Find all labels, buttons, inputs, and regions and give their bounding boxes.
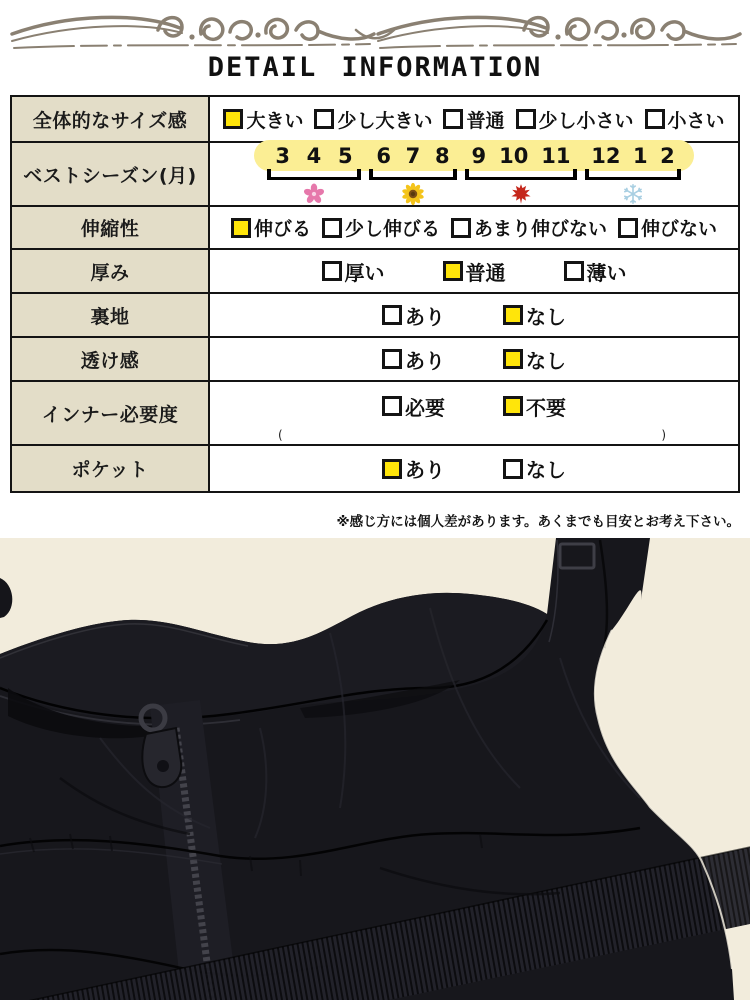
- option-item: [503, 392, 566, 421]
- table-row-lining: [12, 294, 738, 338]
- row-label-sheer: 透け感: [12, 338, 210, 380]
- month-number: 10: [499, 144, 529, 168]
- month-number: 3: [275, 144, 290, 168]
- checked-checkbox-icon: [503, 396, 523, 416]
- option-item: [382, 345, 445, 374]
- row-content-sheer: [210, 338, 738, 380]
- unchecked-checkbox-icon: [618, 218, 638, 238]
- table-row-inner: [12, 382, 738, 446]
- month-number: 4: [306, 144, 322, 168]
- unchecked-checkbox-icon: [451, 218, 471, 238]
- checked-checkbox-icon: [503, 305, 523, 325]
- option-label: 必要: [405, 395, 445, 420]
- option-item: [223, 106, 303, 133]
- row-content-stretch: [210, 207, 738, 248]
- option-label: あり: [405, 458, 445, 482]
- checked-checkbox-icon: [503, 349, 523, 369]
- row-label-size: 全体的なサイズ感: [12, 97, 210, 141]
- row-content-lining: [210, 294, 738, 336]
- month-number: 2: [660, 144, 675, 168]
- season-group-sakura: [267, 143, 361, 207]
- row-label-thickness: 厚み: [12, 250, 210, 292]
- option-label: なし: [526, 304, 566, 329]
- table-row-pocket: [12, 446, 738, 491]
- season-group-snowflake: [585, 143, 681, 207]
- option-label: なし: [526, 458, 566, 482]
- month-number: 5: [338, 144, 353, 168]
- checked-checkbox-icon: [231, 218, 251, 238]
- checked-checkbox-icon: [223, 109, 243, 129]
- checked-checkbox-icon: [443, 261, 463, 281]
- unchecked-checkbox-icon: [382, 349, 402, 369]
- option-label: 伸びない: [641, 218, 718, 240]
- row-content-thickness: [210, 250, 738, 292]
- month-number: 7: [405, 144, 421, 168]
- footnote: ※感じ方には個人差があります。あくまでも目安とお考え下さい。: [336, 514, 740, 530]
- snowflake-icon: [585, 183, 681, 207]
- decorative-flourish: [8, 4, 742, 54]
- table-row-thickness: [12, 250, 738, 294]
- option-label: 少し小さい: [538, 109, 634, 132]
- page-title: DETAIL INFORMATION: [207, 52, 543, 83]
- option-label: 小さい: [667, 109, 725, 132]
- option-item: [382, 392, 445, 421]
- season-bracket: [369, 169, 457, 180]
- option-item: [564, 257, 627, 286]
- detail-table: [10, 95, 740, 493]
- option-item: [451, 214, 607, 241]
- unchecked-checkbox-icon: [516, 109, 536, 129]
- option-label: 厚い: [344, 260, 385, 285]
- option-item: [314, 106, 432, 133]
- row-content-season: [210, 143, 738, 205]
- option-item: [382, 454, 445, 483]
- checked-checkbox-icon: [382, 459, 402, 479]
- option-item: [322, 214, 440, 241]
- unchecked-checkbox-icon: [314, 109, 334, 129]
- month-number: 6: [376, 144, 391, 168]
- option-label: あり: [405, 348, 445, 373]
- option-item: [645, 106, 725, 133]
- option-item: [382, 301, 445, 330]
- option-label: 不要: [526, 395, 566, 420]
- row-content-inner: [210, 382, 738, 444]
- unchecked-checkbox-icon: [322, 218, 342, 238]
- unchecked-checkbox-icon: [382, 305, 402, 325]
- row-label-inner: インナー必要度: [12, 382, 210, 444]
- option-label: 少し伸びる: [344, 218, 440, 240]
- row-label-stretch: 伸縮性: [12, 207, 210, 248]
- option-label: 普通: [465, 260, 506, 285]
- unchecked-checkbox-icon: [503, 459, 523, 479]
- option-label: 薄い: [586, 260, 627, 285]
- table-row-season: [12, 143, 738, 207]
- maple-icon: [465, 183, 577, 207]
- season-bracket: [465, 169, 577, 180]
- option-label: あり: [405, 304, 445, 329]
- row-label-lining: 裏地: [12, 294, 210, 336]
- month-number: 12: [591, 144, 621, 168]
- table-row-size: [12, 97, 738, 143]
- option-item: [503, 345, 566, 374]
- note-parentheses: ( ): [278, 428, 666, 442]
- table-row-sheer: [12, 338, 738, 382]
- unchecked-checkbox-icon: [443, 109, 463, 129]
- unchecked-checkbox-icon: [645, 109, 665, 129]
- unchecked-checkbox-icon: [564, 261, 584, 281]
- unchecked-checkbox-icon: [322, 261, 342, 281]
- row-content-size: [210, 97, 738, 141]
- sakura-icon: [267, 183, 361, 207]
- option-item: [618, 214, 717, 241]
- zipper-pull: [142, 728, 181, 787]
- month-number: 8: [435, 144, 450, 168]
- product-photo: [0, 538, 750, 1000]
- season-group-maple: [465, 143, 577, 207]
- option-item: [503, 454, 566, 483]
- option-item: [516, 106, 634, 133]
- sunflower-icon: [369, 183, 457, 207]
- row-label-pocket: ポケット: [12, 446, 210, 491]
- option-item: [322, 257, 385, 286]
- month-number: 9: [471, 144, 487, 168]
- season-bracket: [267, 169, 361, 180]
- option-label: 少し大きい: [337, 109, 433, 132]
- row-label-season: ベストシーズン(月): [12, 143, 210, 205]
- option-label: あまり伸びない: [474, 218, 608, 240]
- option-label: 伸びる: [253, 218, 311, 240]
- option-item: [231, 214, 311, 241]
- row-content-pocket: [210, 446, 738, 491]
- option-label: 普通: [466, 109, 505, 132]
- unchecked-checkbox-icon: [382, 396, 402, 416]
- season-group-sunflower: [369, 143, 457, 207]
- option-item: [443, 257, 506, 286]
- month-number: 11: [541, 144, 571, 168]
- garment-photo-illustration: [0, 538, 750, 1000]
- table-row-stretch: [12, 207, 738, 250]
- option-item: [503, 301, 566, 330]
- season-bracket: [585, 169, 681, 180]
- option-label: 大きい: [246, 109, 304, 132]
- month-number: 1: [632, 144, 648, 168]
- option-item: [443, 106, 504, 133]
- option-label: なし: [526, 348, 566, 373]
